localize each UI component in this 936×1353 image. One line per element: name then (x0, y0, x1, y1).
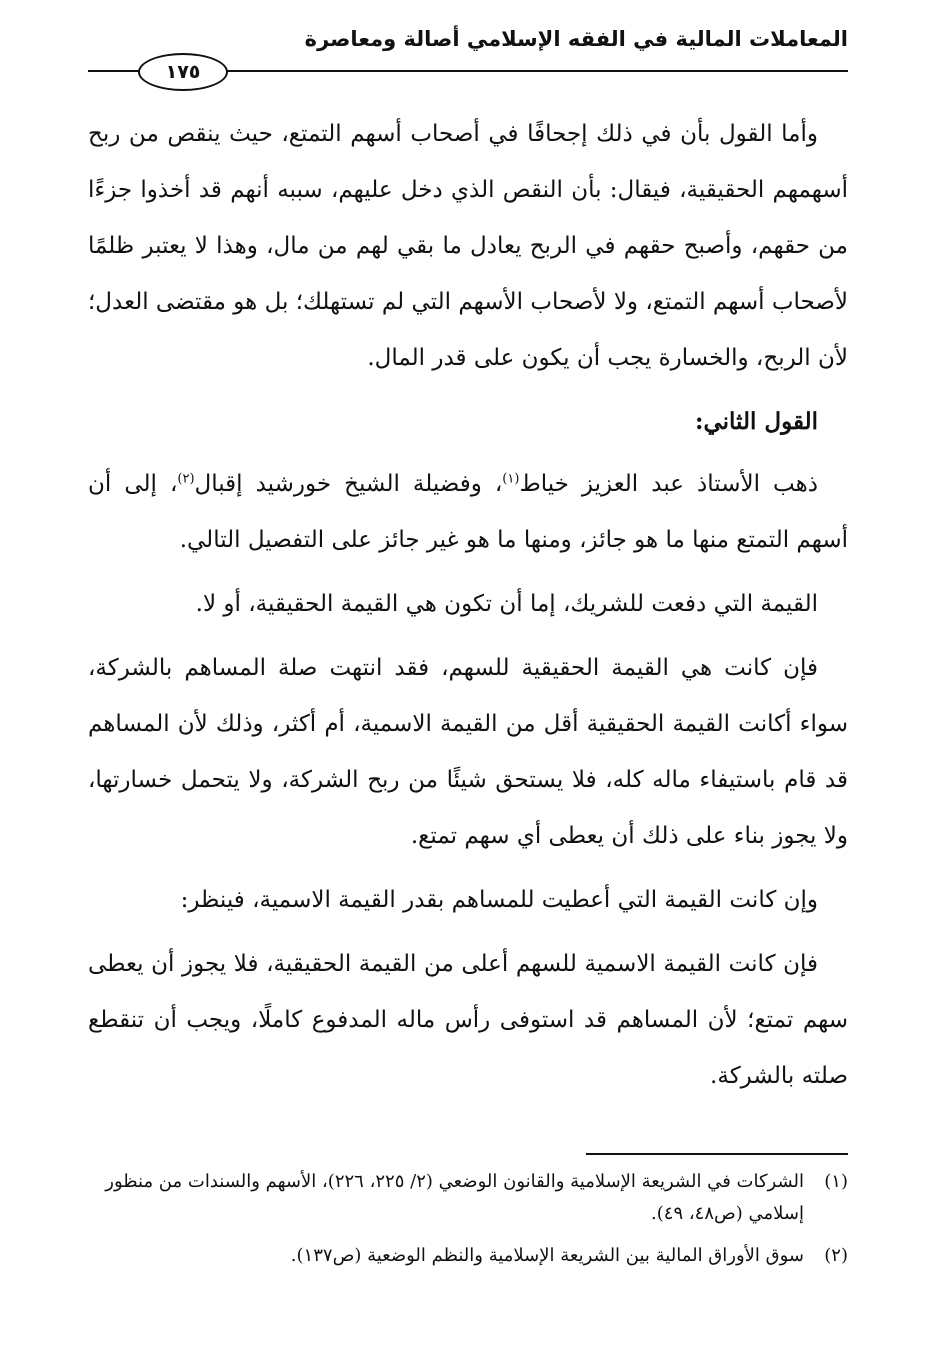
paragraph: فإن كانت القيمة الاسمية للسهم أعلى من القيمة الحقيقية، فلا يجوز أن يعطى سهم تمتع؛ لأن المساهم قد استوفى رأس ماله المدفوع كاملًا، ويجب أن تنقطع صلته بالشركة. (88, 951, 848, 1089)
running-header-title: المعاملات المالية في الفقه الإسلامي أصالة ومعاصرة (304, 27, 848, 51)
footnote-item (88, 1166, 848, 1230)
footnotes (88, 1166, 848, 1282)
footnote-separator (586, 1153, 848, 1155)
footnote-marker: (١) (824, 1171, 848, 1192)
section-heading: القول الثاني: (694, 408, 818, 435)
paragraph-text: ، وفضيلة الشيخ خورشيد إقبال (194, 471, 503, 497)
footnote-reference[interactable]: (١) (502, 471, 520, 487)
paragraph (88, 456, 848, 568)
footnote-item (88, 1240, 848, 1272)
paragraph: وأما القول بأن في ذلك إجحافًا في أصحاب أسهم التمتع، حيث ينقص من ربح أسهمهم الحقيقية، فيقال: بأن النقص الذي دخل عليهم، سببه أنهم قد أخذوا جزءًا من حقهم، وأصبح حقهم في الربح يعادل ما بقي لهم من مال، وهذا لا يعتبر ظلمًا لأصحاب أسهم التمتع، ولا لأصحاب الأسهم التي لم تستهلك؛ بل هو مقتضى العدل؛ لأن الربح، والخسارة يجب أن يكون على قدر المال. (88, 121, 848, 371)
paragraph: فإن كانت هي القيمة الحقيقية للسهم، فقد انتهت صلة المساهم بالشركة، سواء أكانت القيمة الحقيقية أقل من القيمة الاسمية، أم أكثر، وذلك لأن المساهم قد قام باستيفاء ماله كله، فلا يستحق شيئًا من ربح الشركة، ولا يتحمل خسارتها، ولا يجوز بناء على ذلك أن يعطى أي سهم تمتع. (88, 655, 848, 849)
paragraph-text: ذهب الأستاذ عبد العزيز خياط (519, 471, 818, 497)
footnote-text: الشركات في الشريعة الإسلامية والقانون الوضعي (٢/ ٢٢٥، ٢٢٦)، الأسهم والسندات من منظور إسلامي (ص٤٨، ٤٩). (105, 1171, 804, 1224)
paragraph-text: ، إلى أن أسهم التمتع منها ما هو جائز، ومنها ما هو غير جائز على التفصيل التالي. (88, 471, 848, 553)
footnote-marker: (٢) (824, 1245, 848, 1266)
page-number: ١٧٥ (138, 53, 228, 91)
paragraph: القيمة التي دفعت للشريك، إما أن تكون هي القيمة الحقيقية، أو لا. (195, 591, 818, 617)
main-text (88, 106, 848, 1112)
paragraph: وإن كانت القيمة التي أعطيت للمساهم بقدر القيمة الاسمية، فينظر: (180, 887, 818, 913)
footnote-text: سوق الأوراق المالية بين الشريعة الإسلامية والنظم الوضعية (ص١٣٧). (290, 1245, 804, 1266)
footnote-reference[interactable]: (٢) (177, 471, 195, 487)
